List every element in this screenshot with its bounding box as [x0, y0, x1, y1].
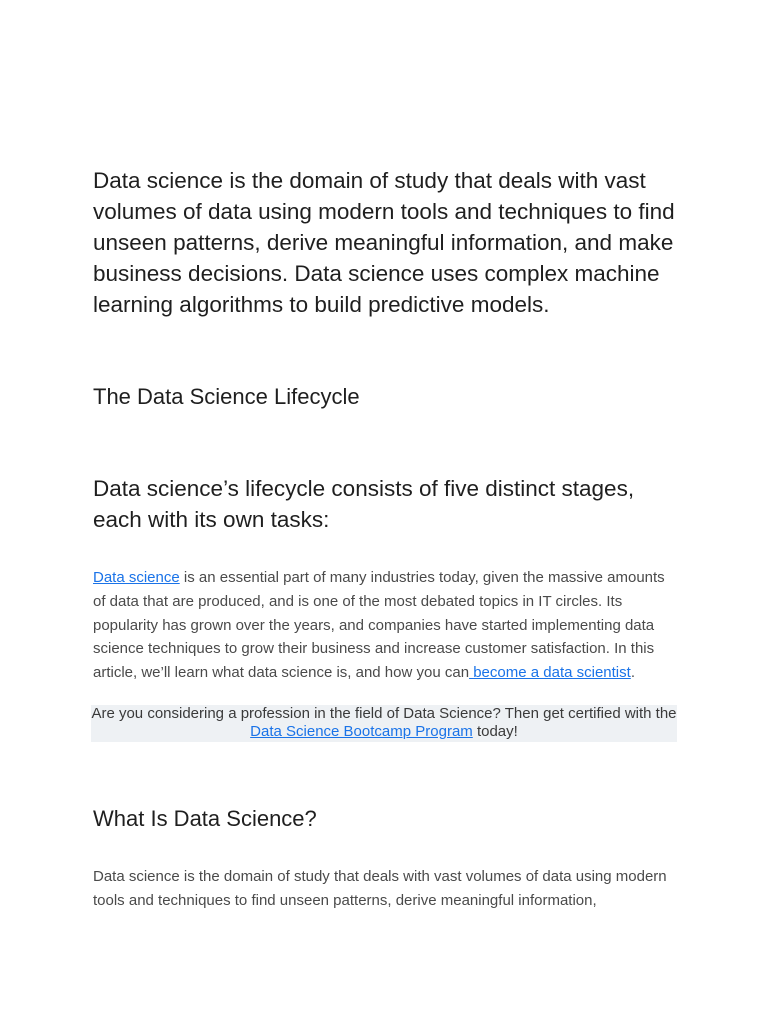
article-content [93, 165, 678, 913]
data-science-link[interactable]: Data science [93, 569, 180, 586]
callout-text: Are you considering a profession in the field of Data Science? Then get certified with the [91, 704, 677, 722]
article-paragraph [93, 566, 678, 685]
become-data-scientist-link[interactable]: become a data scientist [469, 664, 631, 682]
article-paragraph-end: . [630, 664, 635, 682]
intro-paragraph: Data science is the domain of study that deals with vast volumes of data using modern tools and techniques to find unseen patterns, derive meaningful information, and make business decisions. Data science uses complex machine learning algorithms to build predictive models. [93, 168, 675, 317]
what-is-data-science-heading: What Is Data Science? [93, 805, 317, 831]
article-paragraph-text: is an essential part of many industries today, given the massive amounts of data that are produced, and is one of the most debated topics in IT circles. Its popularity has grown over the years, and companies have started implementing data science techniques to grow their business and increase customer satisfaction. In this article, we’ll learn what data science is, and how you can [93, 569, 665, 682]
bootcamp-program-link[interactable]: Data Science Bootcamp Program [250, 722, 473, 740]
what-is-paragraph: Data science is the domain of study that deals with vast volumes of data using modern tools and techniques to find unseen patterns, derive meaningful information, [93, 867, 667, 909]
lifecycle-heading: The Data Science Lifecycle [93, 384, 360, 409]
lifecycle-stages-heading: Data science’s lifecycle consists of five distinct stages, each with its own tasks: [93, 476, 635, 532]
bootcamp-callout [91, 705, 677, 742]
callout-text-end: today! [472, 722, 518, 740]
